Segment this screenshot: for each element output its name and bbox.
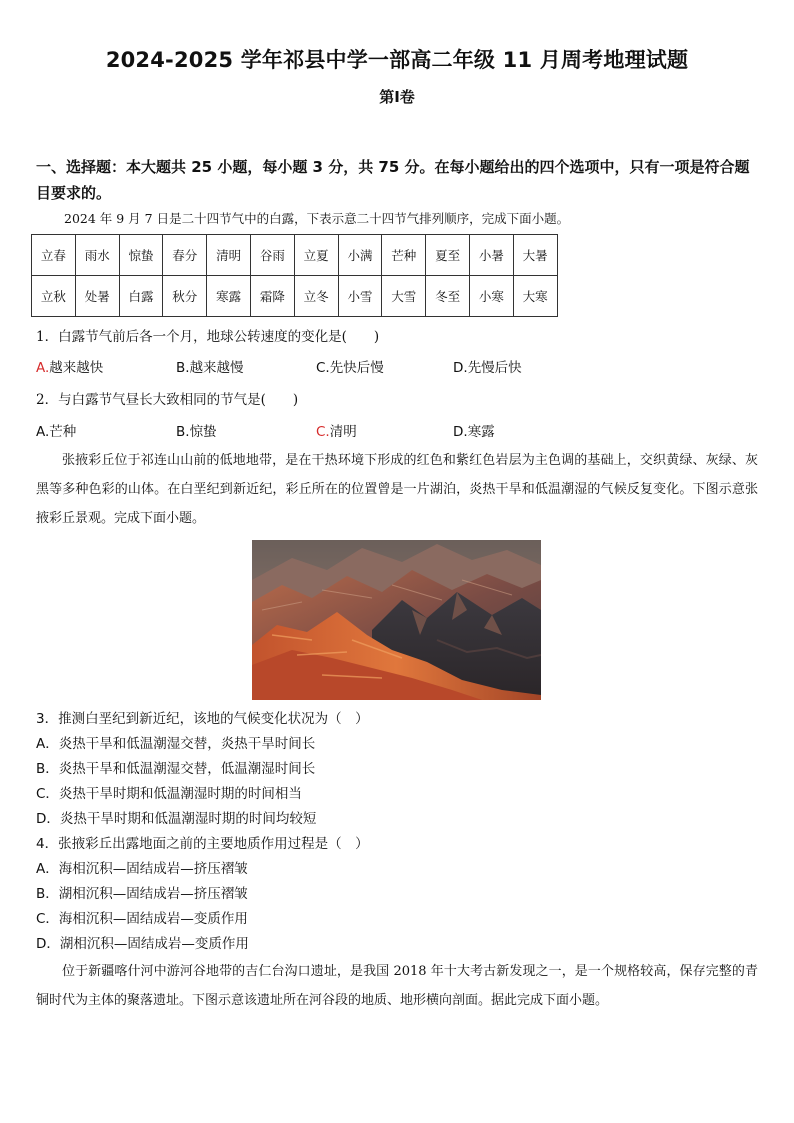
question-1-stem: 1．白露节气前后各一个月，地球公转速度的变化是( ) bbox=[36, 329, 380, 345]
table-cell: 大寒 bbox=[513, 276, 557, 317]
intro-solar-terms: 2024 年 9 月 7 日是二十四节气中的白露，下表示意二十四节气排列顺序，完成下面小题。 bbox=[64, 211, 570, 226]
option-letter: C. bbox=[316, 424, 330, 440]
option-text: 惊蛰 bbox=[189, 424, 217, 440]
option-text: 先慢后快 bbox=[467, 360, 522, 376]
passage-jirentai: 位于新疆喀什河中游河谷地带的吉仁台沟口遗址，是我国 2018 年十大考古新发现之一，是一个规格较高，保存完整的青铜时代为主体的聚落遗址。下图示意该遗址所在河谷段的地质、地形横向剖面。据此完成下面小题。 bbox=[36, 964, 758, 1008]
table-cell: 秋分 bbox=[163, 276, 207, 317]
table-cell: 冬至 bbox=[426, 276, 470, 317]
option-text: 先快后慢 bbox=[329, 360, 384, 376]
table-cell: 谷雨 bbox=[250, 235, 294, 276]
zhangye-rainbow-hills-photo bbox=[252, 540, 541, 700]
q3-option-b[interactable]: B．炎热干旱和低温潮湿交替，低温潮湿时间长 bbox=[36, 761, 316, 777]
q2-option-a[interactable] bbox=[36, 420, 76, 440]
table-cell: 小寒 bbox=[469, 276, 513, 317]
option-letter: C. bbox=[316, 360, 330, 376]
table-cell: 立春 bbox=[32, 235, 76, 276]
solar-terms-table bbox=[31, 234, 558, 317]
option-letter: D. bbox=[453, 360, 468, 376]
q1-option-d[interactable] bbox=[453, 356, 522, 376]
table-cell: 大暑 bbox=[513, 235, 557, 276]
option-letter: B. bbox=[176, 424, 190, 440]
q4-option-b[interactable]: B．湖相沉积—固结成岩—挤压褶皱 bbox=[36, 886, 248, 902]
option-letter: D. bbox=[453, 424, 468, 440]
option-text: 寒露 bbox=[467, 424, 495, 440]
option-letter: B. bbox=[176, 360, 190, 376]
table-cell: 惊蛰 bbox=[119, 235, 163, 276]
option-letter: A. bbox=[36, 424, 50, 440]
option-text: 清明 bbox=[329, 424, 357, 440]
question-2-stem: 2．与白露节气昼长大致相同的节气是( ) bbox=[36, 392, 299, 408]
table-cell: 白露 bbox=[119, 276, 163, 317]
q4-option-a[interactable]: A．海相沉积—固结成岩—挤压褶皱 bbox=[36, 861, 248, 877]
table-cell: 清明 bbox=[207, 235, 251, 276]
table-row bbox=[32, 235, 558, 276]
q3-option-d[interactable]: D．炎热干旱时期和低温潮湿时期的时间均较短 bbox=[36, 811, 317, 827]
q1-option-a[interactable] bbox=[36, 356, 103, 376]
table-cell: 芒种 bbox=[382, 235, 426, 276]
table-cell: 小满 bbox=[338, 235, 382, 276]
q1-option-c[interactable] bbox=[316, 356, 384, 376]
table-cell: 小暑 bbox=[469, 235, 513, 276]
q1-option-b[interactable] bbox=[176, 356, 244, 376]
table-cell: 雨水 bbox=[75, 235, 119, 276]
table-row bbox=[32, 276, 558, 317]
section-heading: 一、选择题：本大题共 25 小题，每小题 3 分，共 75 分。在每小题给出的四个选项中，只有一项是符合题目要求的。 bbox=[36, 158, 750, 202]
table-cell: 处暑 bbox=[75, 276, 119, 317]
option-text: 越来越快 bbox=[49, 360, 104, 376]
q3-option-c[interactable]: C．炎热干旱时期和低温潮湿时期的时间相当 bbox=[36, 786, 302, 802]
q2-option-b[interactable] bbox=[176, 420, 217, 440]
q3-option-a[interactable]: A．炎热干旱和低温潮湿交替，炎热干旱时间长 bbox=[36, 736, 316, 752]
table-cell: 小雪 bbox=[338, 276, 382, 317]
exam-title: 2024-2025 学年祁县中学一部高二年级 11 月周考地理试题 bbox=[105, 48, 689, 72]
table-cell: 夏至 bbox=[426, 235, 470, 276]
q2-option-d[interactable] bbox=[453, 420, 495, 440]
option-text: 越来越慢 bbox=[189, 360, 244, 376]
option-letter: A. bbox=[36, 360, 50, 376]
q4-option-d[interactable]: D．湖相沉积—固结成岩—变质作用 bbox=[36, 936, 249, 952]
question-4-stem: 4．张掖彩丘出露地面之前的主要地质作用过程是（ ） bbox=[36, 836, 369, 852]
q2-option-c[interactable] bbox=[316, 420, 357, 440]
table-cell: 寒露 bbox=[207, 276, 251, 317]
table-cell: 大雪 bbox=[382, 276, 426, 317]
table-cell: 立夏 bbox=[294, 235, 338, 276]
table-cell: 春分 bbox=[163, 235, 207, 276]
option-text: 芒种 bbox=[49, 424, 77, 440]
table-cell: 霜降 bbox=[250, 276, 294, 317]
question-3-stem: 3．推测白垩纪到新近纪，该地的气候变化状况为（ ） bbox=[36, 711, 369, 727]
table-cell: 立冬 bbox=[294, 276, 338, 317]
q4-option-c[interactable]: C．海相沉积—固结成岩—变质作用 bbox=[36, 911, 248, 927]
table-cell: 立秋 bbox=[32, 276, 76, 317]
passage-zhangye: 张掖彩丘位于祁连山山前的低地地带，是在干热环境下形成的红色和紫红色岩层为主色调的基础上，交织黄绿、灰绿、灰黑等多种色彩的山体。在白垩纪到新近纪，彩丘所在的位置曾是一片湖泊，炎热干旱和低温潮湿的气候反复变化。下图示意张掖彩丘景观。完成下面小题。 bbox=[36, 453, 758, 526]
volume-label: 第Ⅰ卷 bbox=[379, 88, 415, 106]
